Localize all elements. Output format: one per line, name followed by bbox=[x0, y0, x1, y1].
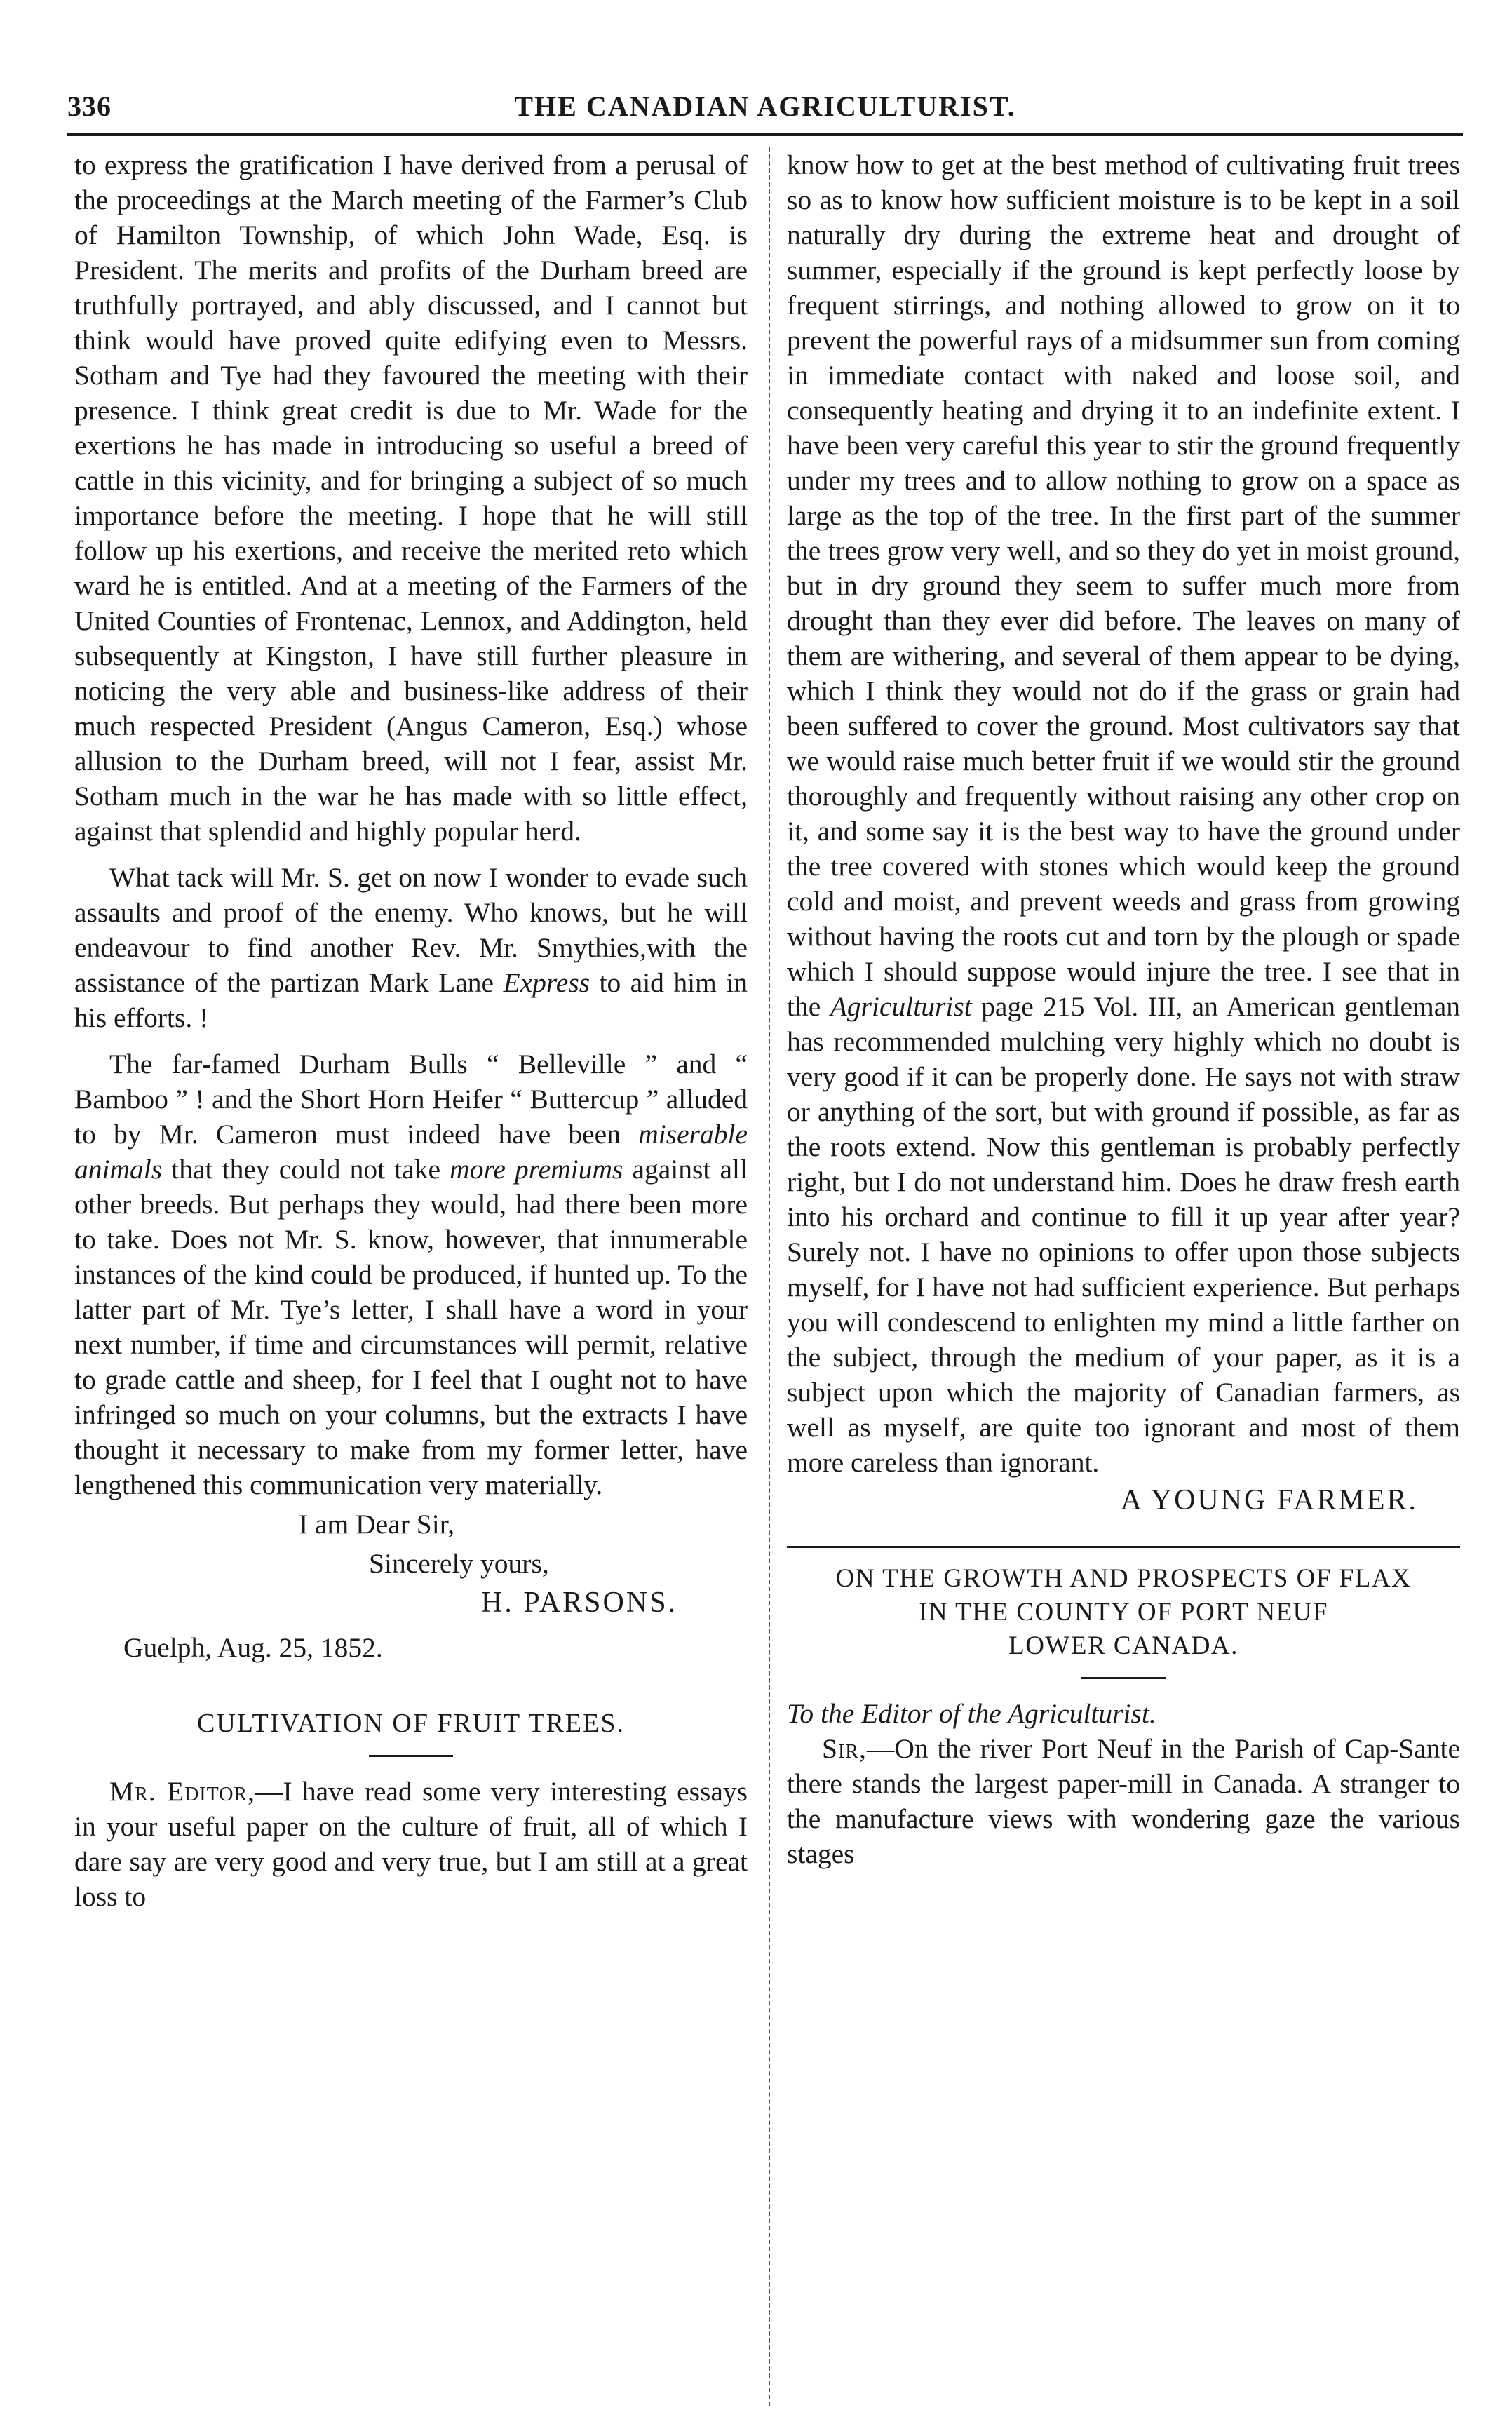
signature: H. PARSONS. bbox=[481, 1587, 678, 1619]
letter-paragraph: What tack will Mr. S. get on now I wonder to evade such assaults and proof of the enemy. Who knows, but he will endeavour to find another Rev. Mr. Smythies,with the assistance of the partizan Mark Lane Express to aid him in his efforts. ! bbox=[74, 862, 748, 1033]
salutation: To the Editor of the Agriculturist. bbox=[787, 1698, 1156, 1729]
letter-paragraph: know how to get at the best method of cultivating fruit trees so as to know how sufficient moisture is to be kept in a soil naturally dry during the extreme heat and drought of summer, especially if the ground is kept perfectly loose by frequent stirrings, and nothing allowed to grow on it to prevent the powerful rays of a midsummer sun from coming in immediate contact with naked and loose soil, and consequently heating and drying it to an indefinite extent. I have been very careful this year to stir the ground frequently under my trees and to allow nothing to grow on a space as large as the top of the tree. In the first part of the summer the trees grow very well, and so they do yet in moist ground, but in dry ground they seem to suffer much more from drought than they ever did before. The leaves on many of them are withering, and several of them appear to be dying, which I think they would not do if the grass or grain had been suffered to cover the ground. Most cultivators say that we would raise much better fruit if we would stir the ground thoroughly and frequently without raising any other crop on it, and some say it is the best way to have the ground under the tree covered with stones which would keep the ground cold and moist, and prevent weeds and grass from growing without having the roots cut and torn by the plough or spade which I should suppose would injure the tree. I see that in the Agriculturist page 215 Vol. III, an American gentleman has recommended mulching very highly which no doubt is very good if it can be properly done. He says not with straw or anything of the sort, but with ground if possible, as far as the roots extend. Now this gentleman is probably perfectly right, but I do not understand him. Does he draw fresh earth into his orchard and continue to fill it up year after year? Surely not. I have no opinions to offer upon those subjects myself, for I have not had sufficient experience. But perhaps you will condescend to enlighten my mind a little farther on the subject, through the medium of your paper, as it is a subject upon which the majority of Canadian farmers, as well as myself, are quite too ignorant and most of them more careless than ignorant. bbox=[787, 149, 1460, 1478]
heading-line: ON THE GROWTH AND PROSPECTS OF FLAX bbox=[835, 1564, 1412, 1593]
letter-paragraph: to express the gratification I have derived from a perusal of the proceedings at the March meeting of the Farmer’s Club of Hamilton Township, of which John Wade, Esq. is President. The merits and profits of the Durham breed are truthfully portrayed, and ably discussed, and I cannot but think would have proved quite edifying even to Messrs. Sotham and Tye had they favoured the meeting with their presence. I think great credit is due to Mr. Wade for the exertions he has made in introducing so useful a breed of cattle in this vicinity, and for bringing a subject of so much importance before the meeting. I hope that he will still follow up his exertions, and receive the merited reto which ward he is entitled. And at a meeting of the Farmers of the United Counties of Frontenac, Lennox, and Addington, held subsequently at Kingston, I have still further pleasure in noticing the very able and business-like address of their much respected President (Angus Cameron, Esq.) whose allusion to the Durham breed, will not I fear, assist Mr. Sotham much in the war he has made with so little effect, against that splendid and highly popular herd. bbox=[74, 149, 748, 847]
letter-paragraph: Sir,—On the river Port Neuf in the Parish of Cap-Sante there stands the largest paper-mill in Canada. A stranger to the manufacture views with wondering gaze the various stages bbox=[787, 1733, 1460, 1869]
signoff: A YOUNG FARMER. bbox=[1120, 1484, 1418, 1516]
article-rule bbox=[787, 1546, 1460, 1548]
heading-line: IN THE COUNTY OF PORT NEUF bbox=[919, 1598, 1328, 1627]
section-title: CULTIVATION OF FRUIT TREES. bbox=[196, 1709, 625, 1738]
left-column bbox=[74, 147, 748, 1914]
heading-line: LOWER CANADA. bbox=[1008, 1631, 1238, 1660]
letter-paragraph: The far-famed Durham Bulls “ Belleville ” and “ Bamboo ” ! and the Short Horn Heifer “ Buttercup ” alluded to by Mr. Cameron must indeed have been miserable animals that they could not take more premiums against all other breeds. But perhaps they would, had there been more to take. Does not Mr. S. know, however, that innumerable instances of the kind could be produced, if hunted up. To the latter part of Mr. Tye’s letter, I shall have a word in your next number, if time and circumstances will permit, relative to grade cattle and sheep, for I feel that I ought not to have infringed so much on your columns, but the extracts I have thought it necessary to make from my former letter, have lengthened this communication very materially. bbox=[74, 1049, 748, 1500]
closing-valediction: Sincerely yours, bbox=[369, 1548, 549, 1579]
column-divider bbox=[769, 147, 770, 2406]
running-title: THE CANADIAN AGRICULTURIST. bbox=[514, 90, 1016, 122]
header-rule bbox=[67, 133, 1463, 136]
closing-salutation: I am Dear Sir, bbox=[299, 1509, 455, 1540]
dateline: Guelph, Aug. 25, 1852. bbox=[123, 1632, 383, 1663]
page-number: 336 bbox=[67, 90, 112, 122]
section-rule bbox=[369, 1755, 453, 1757]
section-rule bbox=[1081, 1677, 1166, 1679]
page-header bbox=[67, 90, 1463, 139]
right-column bbox=[787, 147, 1460, 1871]
letter-paragraph: Mr. Editor,—I have read some very interesting essays in your useful paper on the culture of fruit, all of which I dare say are very good and very true, but I am still at a great loss to bbox=[74, 1776, 748, 1912]
article-heading bbox=[787, 1562, 1460, 1663]
